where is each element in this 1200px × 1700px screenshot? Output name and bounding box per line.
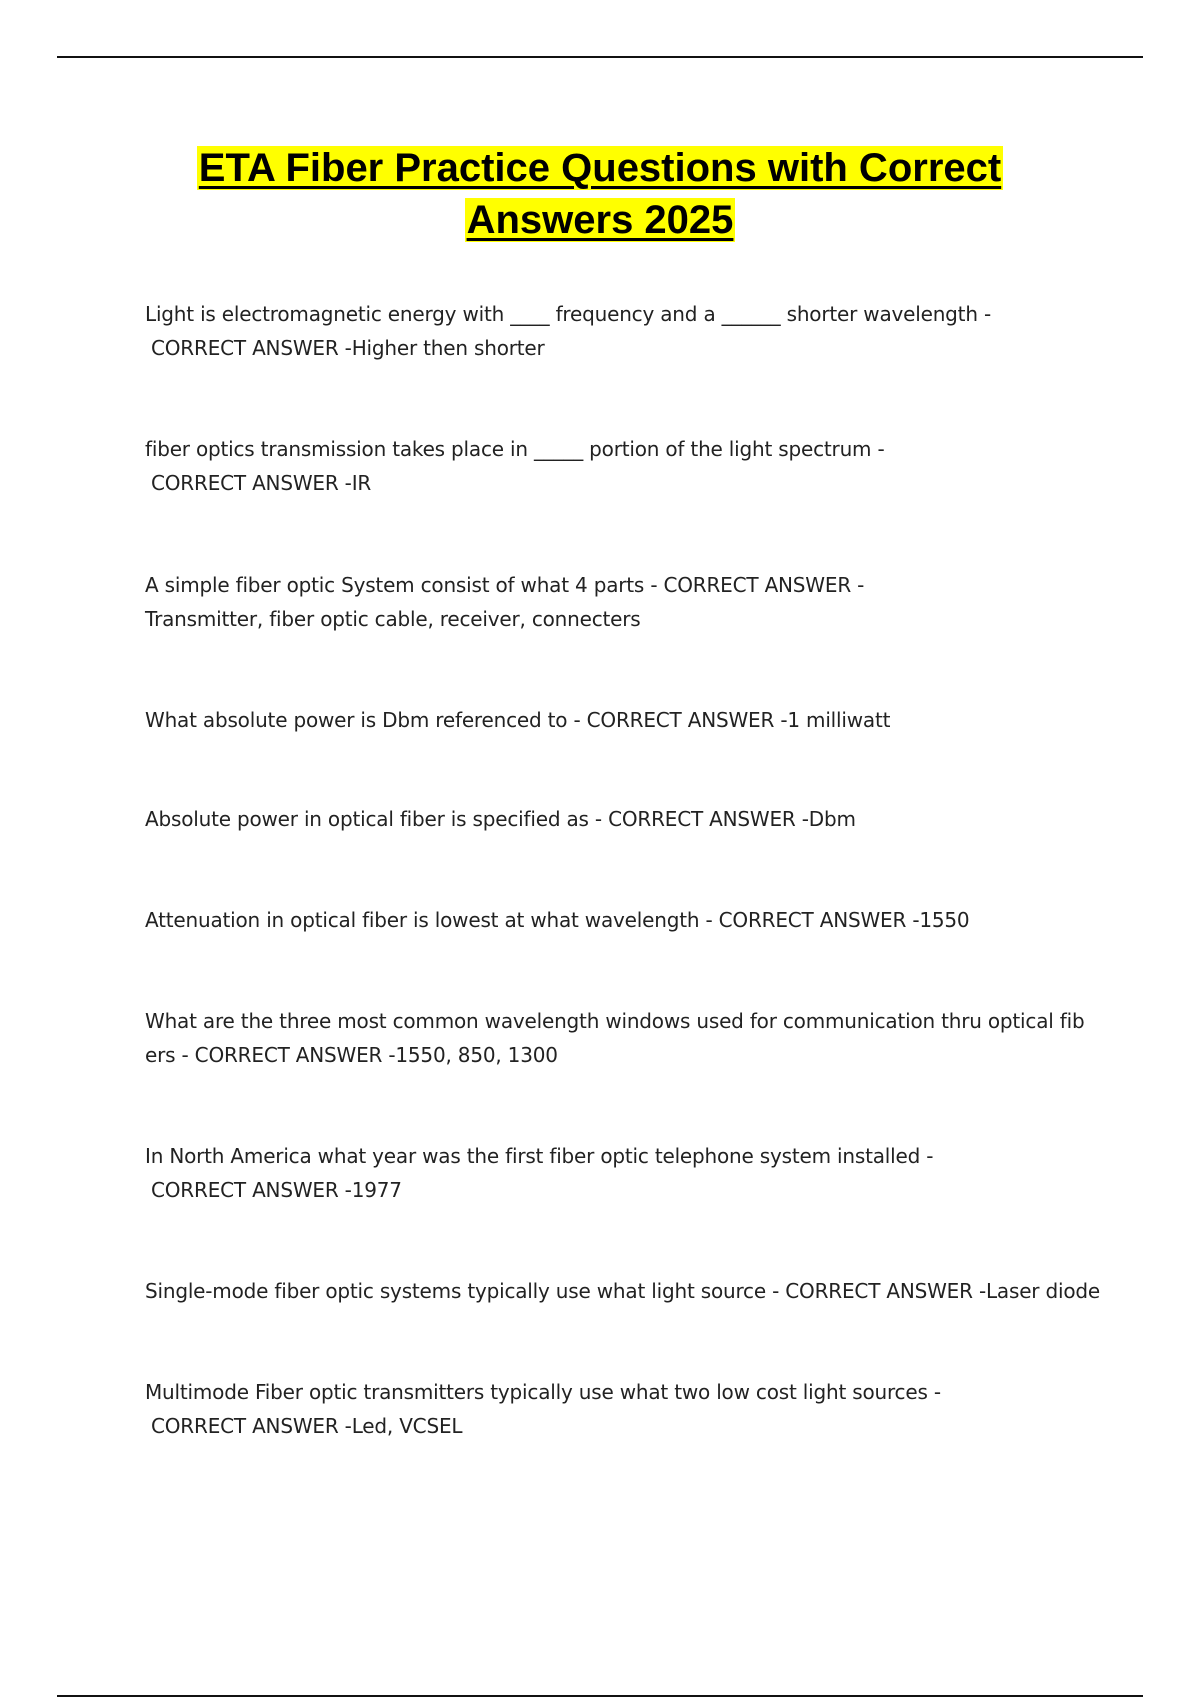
bottom-rule xyxy=(57,1695,1143,1697)
answer-text: CORRECT ANSWER -IR xyxy=(151,471,372,495)
question-text: Light is electromagnetic energy with ____ frequency and a ______ shorter wavelength - xyxy=(145,302,991,326)
answer-text: CORRECT ANSWER -Led, VCSEL xyxy=(151,1414,463,1438)
answer-text: CORRECT ANSWER -Higher then shorter xyxy=(151,336,545,360)
qa-item-1 xyxy=(145,297,1095,365)
answer-text: CORRECT ANSWER -1977 xyxy=(151,1178,402,1202)
qa-item-6 xyxy=(145,903,1095,937)
question-text: fiber optics transmission takes place in _____ portion of the light spectrum - xyxy=(145,437,885,461)
qa-item-7 xyxy=(145,1004,1095,1072)
question-text: Absolute power in optical fiber is specified as - CORRECT ANSWER -Dbm xyxy=(145,807,856,831)
question-text: What absolute power is Dbm referenced to - CORRECT ANSWER -1 milliwatt xyxy=(145,708,891,732)
top-rule xyxy=(57,56,1143,58)
qa-item-3 xyxy=(145,568,1095,636)
question-text: Attenuation in optical fiber is lowest at what wavelength - CORRECT ANSWER -1550 xyxy=(145,908,970,932)
qa-item-8 xyxy=(145,1139,1095,1207)
qa-item-2 xyxy=(145,432,1095,500)
answer-text: Transmitter, fiber optic cable, receiver, connecters xyxy=(145,607,641,631)
question-text: A simple fiber optic System consist of what 4 parts - CORRECT ANSWER - xyxy=(145,573,865,597)
qa-item-5 xyxy=(145,802,1095,836)
answer-text: ers - CORRECT ANSWER -1550, 850, 1300 xyxy=(145,1043,558,1067)
qa-item-9 xyxy=(145,1274,1100,1308)
qa-item-4 xyxy=(145,703,1095,737)
question-text: Single-mode fiber optic systems typically use what light source - CORRECT ANSWER -Laser diode xyxy=(145,1279,1100,1303)
question-text: What are the three most common wavelength windows used for communication thru optical fib xyxy=(145,1009,1085,1033)
title-line-2: Answers 2025 xyxy=(466,198,734,242)
question-text: In North America what year was the first fiber optic telephone system installed - xyxy=(145,1144,934,1168)
question-text: Multimode Fiber optic transmitters typically use what two low cost light sources - xyxy=(145,1380,941,1404)
document-title xyxy=(0,142,1200,246)
title-line-1: ETA Fiber Practice Questions with Correct xyxy=(198,146,1002,190)
qa-item-10 xyxy=(145,1375,1095,1443)
